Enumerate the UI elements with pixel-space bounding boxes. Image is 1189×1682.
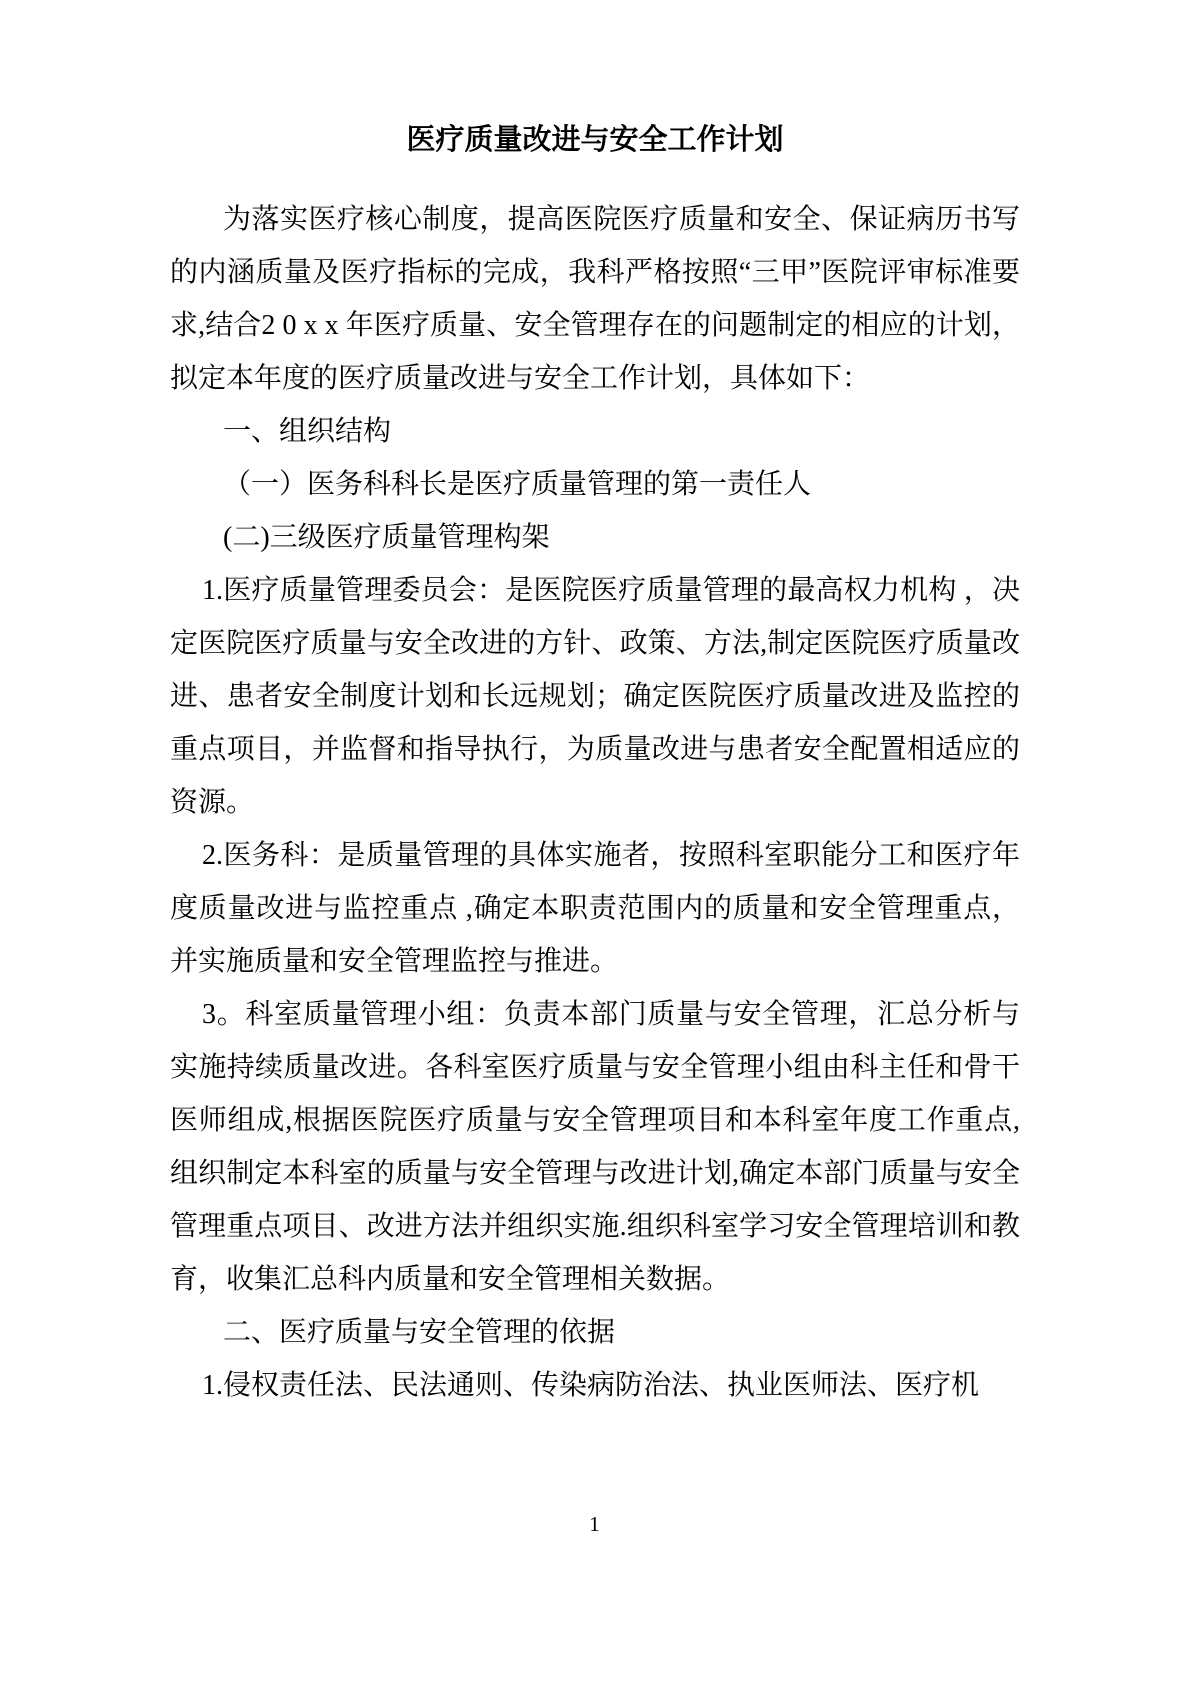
section-1-heading: 一、组织结构 bbox=[223, 416, 392, 447]
intro-paragraph: 为落实医疗核心制度，提高医院医疗质量和安全、保证病历书写的内涵质量及医疗指标的完成，我科严格按照“三甲”医院评审标准要求,结合2 0 x x 年医疗质量、安全管理存在的问题制定的相应的计划，拟定本年度的医疗质量改进与安全工作计划，具体如下： bbox=[170, 204, 1020, 394]
section-2-heading: 二、医疗质量与安全管理的依据 bbox=[223, 1317, 616, 1348]
item-1-quality-committee: 1.医疗质量管理委员会：是医院医疗质量管理的最高权力机构 ，决定医院医疗质量与安全改进的方针、政策、方法,制定医院医疗质量改进、患者安全制度计划和长远规划；确定医院医疗质量改进及监控的重点项目，并监督和指导执行，为质量改进与患者安全配置相适应的资源。 bbox=[170, 575, 1020, 818]
page-number: 1 bbox=[589, 1512, 600, 1536]
document-body bbox=[170, 118, 1020, 1412]
document-title: 医疗质量改进与安全工作计划 bbox=[406, 124, 784, 156]
item-1-legal-basis: 1.侵权责任法、民法通则、传染病防治法、执业医师法、医疗机 bbox=[202, 1370, 980, 1401]
subsection-1-1-heading: （一）医务科科长是医疗质量管理的第一责任人 bbox=[223, 469, 812, 500]
item-3-department-quality-group: 3。科室质量管理小组：负责本部门质量与安全管理，汇总分析与实施持续质量改进。各科室医疗质量与安全管理小组由科主任和骨干医师组成,根据医院医疗质量与安全管理项目和本科室年度工作重点,组织制定本科室的质量与安全管理与改进计划,确定本部门质量与安全管理重点项目、改进方法并组织实施.组织科室学习安全管理培训和教育，收集汇总科内质量和安全管理相关数据。 bbox=[170, 999, 1020, 1295]
item-2-medical-affairs-dept: 2.医务科：是质量管理的具体实施者，按照科室职能分工和医疗年度质量改进与监控重点 ,确定本职责范围内的质量和安全管理重点，并实施质量和安全管理监控与推进。 bbox=[170, 840, 1020, 977]
subsection-1-2-heading: (二)三级医疗质量管理构架 bbox=[223, 522, 550, 553]
